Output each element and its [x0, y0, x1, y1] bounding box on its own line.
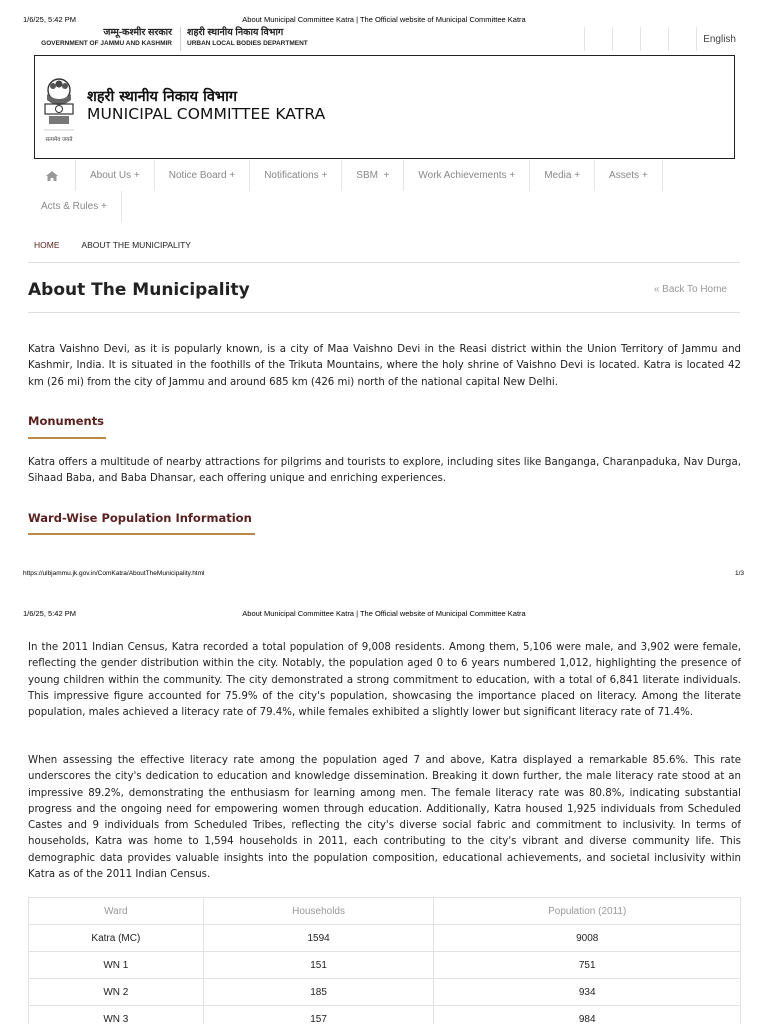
- census-paragraph-2: When assessing the effective literacy rate among the population aged 7 and above, Katra displayed a remarkable 85.6%. This rate underscores the city's dedication to education and knowledge dissemination. Breaking it down further, the male literacy rate stood at an impressive 89.2%, demonstrating the enthusiasm for learning among men. The female literacy rate was 80.8%, indicating substantial progress and the ongoing need for empowering women through education. Additionally, Katra housed 1,925 individuals from Scheduled Castes and 9 individuals from Scheduled Tribes, reflecting the city's diverse social fabric and commitment to inclusivity. In terms of households, Katra was home to 1,594 households in 2011, each contributing to the city's vibrant and diverse community life. This demographic data provides valuable insights into the population composition, educational achievements, and societal inclusivity within Katra as of the 2011 Indian Census.: [28, 755, 741, 881]
- ward-population-table: [28, 897, 741, 1024]
- cell-households: 157: [203, 1006, 434, 1024]
- table-header-row: [29, 898, 741, 925]
- back-to-home-link[interactable]: « Back To Home: [653, 284, 727, 295]
- top-divider: [696, 27, 697, 51]
- print-doc-title: About Municipal Committee Katra | The Official website of Municipal Committee Katra: [242, 15, 526, 24]
- top-divider: [612, 27, 613, 51]
- top-divider: [640, 27, 641, 51]
- breadcrumb-current: ABOUT THE MUNICIPALITY: [81, 240, 191, 250]
- cell-population: 9008: [434, 925, 741, 952]
- banner-english-title[interactable]: MUNICIPAL COMMITTEE KATRA: [87, 105, 326, 123]
- home-icon: [46, 171, 58, 181]
- nav-about-us[interactable]: About Us +: [76, 160, 155, 191]
- intro-paragraph: Katra Vaishno Devi, as it is popularly known, is a city of Maa Vaishno Devi in the Reasi district within the Union Territory of Jammu and Kashmir, India. It is situated in the foothills of the Trikuta Mountains, where the holy shrine of Vaishno Devi is located. Katra is located 42 km (26 mi) from the city of Jammu and around 685 km (426 mi) north of the national capital New Delhi.: [28, 344, 741, 388]
- cell-households: 151: [203, 952, 434, 979]
- print-url: https://ulbjammu.jk.gov.in/ComKatra/AboutTheMunicipality.html: [23, 570, 205, 577]
- cell-ward: WN 3: [29, 1006, 204, 1024]
- nav-assets[interactable]: Assets +: [595, 160, 663, 191]
- print-doc-title: About Municipal Committee Katra | The Official website of Municipal Committee Katra: [242, 609, 526, 618]
- national-emblem-icon: [39, 70, 79, 146]
- gov-ulb-english: URBAN LOCAL BODIES DEPARTMENT: [187, 40, 308, 47]
- gov-ulb-link[interactable]: [180, 27, 308, 51]
- nav-acts-rules[interactable]: Acts & Rules +: [28, 191, 122, 222]
- site-banner: [34, 55, 735, 159]
- nav-home[interactable]: [28, 160, 76, 191]
- print-header-page2: [0, 606, 768, 620]
- nav-notice-board[interactable]: Notice Board +: [155, 160, 250, 191]
- monuments-heading: Monuments: [28, 414, 105, 428]
- nav-notifications[interactable]: Notifications +: [250, 160, 342, 191]
- table-row: [29, 979, 741, 1006]
- top-divider: [584, 27, 585, 51]
- cell-ward: WN 2: [29, 979, 204, 1006]
- cell-households: 1594: [203, 925, 434, 952]
- gov-jk-hindi: जम्मू-कश्मीर सरकार: [103, 27, 172, 38]
- print-timestamp: 1/6/25, 5:42 PM: [23, 609, 76, 618]
- emblem-motto: सत्यमेव जयते: [45, 137, 73, 143]
- print-header: [0, 12, 768, 26]
- gov-jk-link[interactable]: [28, 27, 172, 48]
- gov-ulb-hindi: शहरी स्थानीय निकाय विभाग: [187, 27, 284, 38]
- print-timestamp: 1/6/25, 5:42 PM: [23, 15, 76, 24]
- cell-population: 934: [434, 979, 741, 1006]
- breadcrumb-home[interactable]: HOME: [34, 240, 60, 250]
- cell-ward: WN 1: [29, 952, 204, 979]
- divider: [28, 312, 740, 313]
- ward-population-heading: Ward-Wise Population Information: [28, 511, 252, 525]
- table-row: [29, 1006, 741, 1024]
- nav-media[interactable]: Media +: [530, 160, 595, 191]
- print-page-number: 1/3: [734, 570, 744, 577]
- census-paragraph-1: In the 2011 Indian Census, Katra recorded a total population of 9,008 residents. Among them, 5,106 were male, and 3,902 were female, reflecting the gender distribution within the city. Notably, the population aged 0 to 6 years numbered 1,012, highlighting the presence of young children within the community. The city demonstrated a strong commitment to education, with a total of 6,841 literate individuals. This impressive figure accounted for 75.9% of the city's population, showcasing the importance placed on literacy. Among the literate population, males achieved a literacy rate of 79.4%, while females exhibited a slightly lower but significant literacy rate of 71.4%.: [28, 642, 741, 719]
- page-title: About The Municipality: [28, 280, 250, 300]
- heading-underline: [28, 437, 106, 439]
- nav-sbm[interactable]: SBM +: [342, 160, 404, 191]
- gov-jk-english: GOVERNMENT OF JAMMU AND KASHMIR: [41, 40, 172, 47]
- top-divider: [668, 27, 669, 51]
- col-header-population: Population (2011): [434, 898, 741, 925]
- banner-hindi-title: शहरी स्थानीय निकाय विभाग: [87, 89, 238, 105]
- col-header-ward: Ward: [29, 898, 204, 925]
- heading-underline: [28, 533, 255, 535]
- table-row: [29, 952, 741, 979]
- monuments-paragraph: Katra offers a multitude of nearby attractions for pilgrims and tourists to explore, including sites like Banganga, Charanpaduka, Nav Durga, Sihaad Baba, and Baba Dhansar, each offering unique and enriching experiences.: [28, 457, 741, 485]
- divider: [28, 262, 740, 263]
- language-switch[interactable]: English: [703, 34, 736, 45]
- government-bar: [28, 27, 740, 53]
- cell-households: 185: [203, 979, 434, 1006]
- cell-population: 751: [434, 952, 741, 979]
- cell-population: 984: [434, 1006, 741, 1024]
- cell-ward: Katra (MC): [29, 925, 204, 952]
- nav-work-achievements[interactable]: Work Achievements +: [404, 160, 530, 191]
- table-row: [29, 925, 741, 952]
- breadcrumb: [34, 240, 211, 250]
- col-header-households: Households: [203, 898, 434, 925]
- main-navigation: [28, 160, 740, 222]
